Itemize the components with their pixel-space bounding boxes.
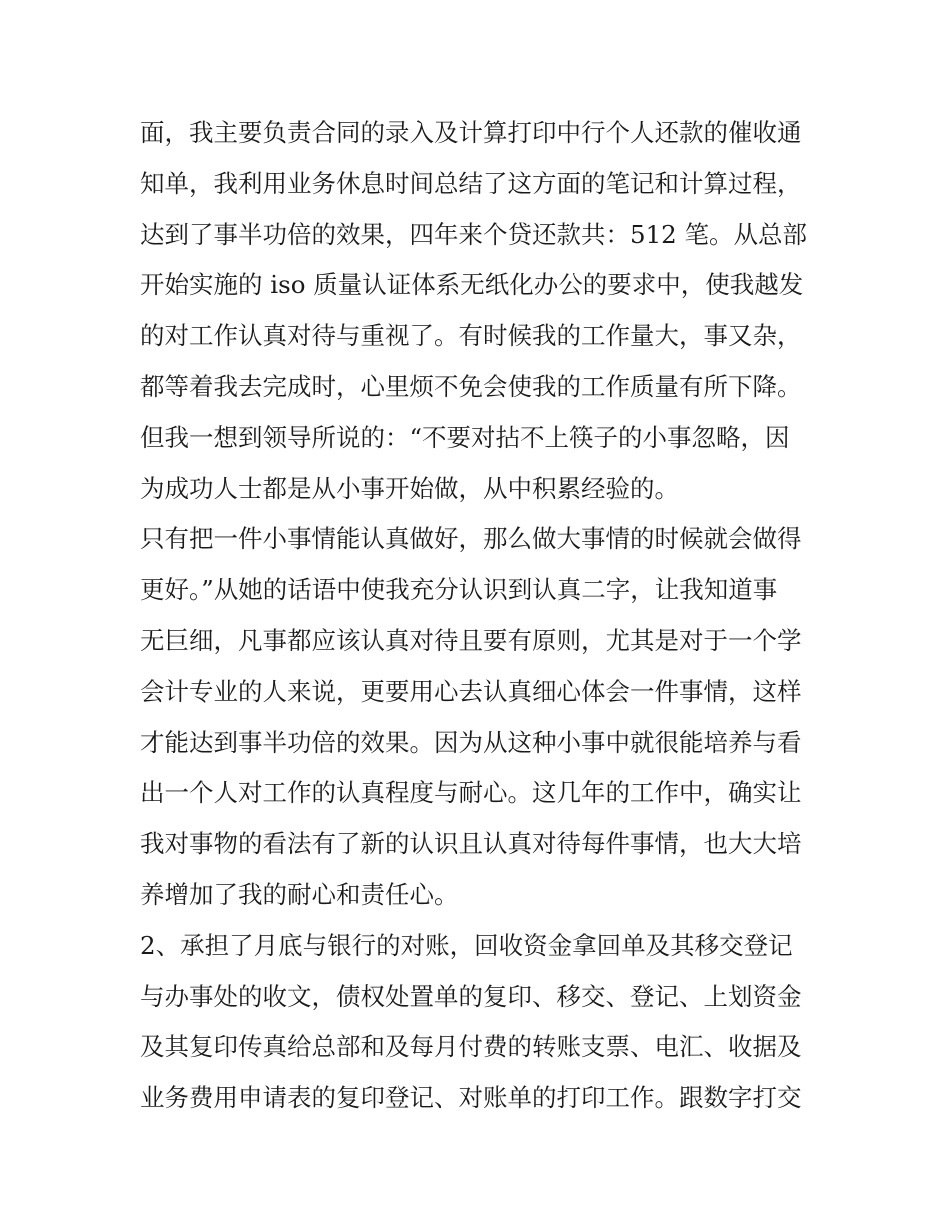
text-line: 及其复印传真给总部和及每月付费的转账支票、电汇、收据及	[140, 1032, 802, 1062]
text-line: 开始实施的 iso 质量认证体系无纸化办公的要求中，使我越发	[140, 270, 804, 300]
text-line: 都等着我去完成时，心里烦不免会使我的工作质量有所下降。	[140, 371, 802, 401]
text-line: 会计专业的人来说，更要用心去认真细心体会一件事情，这样	[140, 676, 802, 706]
text-line: 的对工作认真对待与重视了。有时候我的工作量大，事又杂，	[140, 321, 802, 351]
text-line: 养增加了我的耐心和责任心。	[140, 879, 459, 909]
body-text	[140, 108, 820, 1124]
text-line: 面，我主要负责合同的录入及计算打印中行个人还款的催收通	[140, 118, 802, 147]
text-line: 知单，我利用业务休息时间总结了这方面的笔记和计算过程，	[140, 168, 802, 198]
text-line: 出一个人对工作的认真程度与耐心。这几年的工作中，确实让	[140, 778, 802, 808]
text-line: 无巨细，凡事都应该认真对待且要有原则，尤其是对于一个学	[140, 625, 802, 655]
text-line: 我对事物的看法有了新的认识且认真对待每件事情，也大大培	[140, 829, 802, 859]
text-line: 业务费用申请表的复印登记、对账单的打印工作。跟数字打交	[140, 1083, 802, 1113]
text-line: 更好。”从她的话语中使我充分认识到认真二字，让我知道事	[140, 575, 778, 605]
text-line: 但我一想到领导所说的：“不要对拈不上筷子的小事忽略，因	[140, 422, 790, 452]
text-line: 才能达到事半功倍的效果。因为从这种小事中就很能培养与看	[140, 727, 802, 757]
text-line: 只有把一件小事情能认真做好，那么做大事情的时候就会做得	[140, 524, 802, 554]
text-line: 为成功人士都是从小事开始做，从中积累经验的。	[140, 473, 679, 503]
text-line: 达到了事半功倍的效果，四年来个贷还款共：512 笔。从总部	[140, 219, 808, 249]
text-line: 2、承担了月底与银行的对账，回收资金拿回单及其移交登记	[140, 930, 793, 960]
text-line: 与办事处的收文，债权处置单的复印、移交、登记、上划资金	[140, 981, 802, 1011]
